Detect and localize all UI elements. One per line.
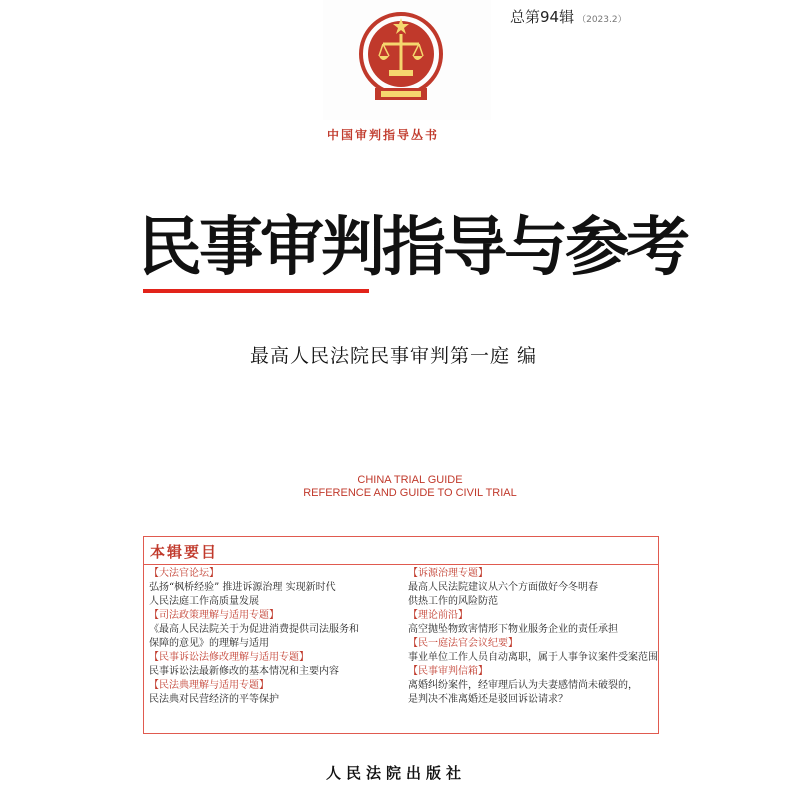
toc-item: 是判决不准离婚还是驳回诉讼请求？ (408, 694, 568, 705)
series-name: 中国审判指导丛书 (327, 128, 440, 142)
toc-section: 【司法政策理解与适用专题】 (149, 610, 279, 621)
toc-item: 离婚纠纷案件，经审理后认为夫妻感情尚未破裂的， (408, 680, 638, 691)
english-title-line-1: CHINA TRIAL GUIDE (357, 474, 463, 486)
toc-section: 【民一庭法官会议纪要】 (408, 638, 518, 649)
issue-date: （2023.2） (577, 15, 627, 25)
contents-heading: 本辑要目 (150, 543, 219, 561)
toc-item: 保障的意见》的理解与适用 (149, 638, 269, 649)
contents-right-column (408, 567, 658, 707)
toc-section: 【大法官论坛】 (149, 568, 219, 579)
toc-section: 【民法典理解与适用专题】 (149, 680, 269, 691)
toc-item: 《最高人民法院关于为促进消费提供司法服务和 (149, 624, 359, 635)
toc-section: 【诉源治理专题】 (408, 568, 488, 579)
publisher-name: 人民法院出版社 (326, 764, 467, 782)
toc-item: 最高人民法院建议从六个方面做好今冬明春 (408, 582, 598, 593)
toc-section: 【理论前沿】 (408, 610, 468, 621)
english-title-line-2: REFERENCE AND GUIDE TO CIVIL TRIAL (303, 487, 517, 499)
toc-item: 人民法庭工作高质量发展 (149, 596, 259, 607)
editor-line: 最高人民法院民事审判第一庭 编 (250, 345, 538, 367)
issue-label: 总第94辑 (510, 8, 575, 26)
toc-item: 事业单位工作人员自动离职，属于人事争议案件受案范围 (408, 652, 658, 663)
contents-left-column (149, 567, 404, 707)
toc-item: 民法典对民营经济的平等保护 (149, 694, 279, 705)
toc-item: 高空抛坠物致害情形下物业服务企业的责任承担 (408, 624, 618, 635)
book-title: 民事审判指导与参考 (138, 210, 687, 285)
issue-number (510, 6, 627, 27)
toc-item: 弘扬“枫桥经验” 推进诉源治理 实现新时代 (149, 582, 336, 593)
title-underline (143, 289, 369, 293)
toc-section: 【民事诉讼法修改理解与适用专题】 (149, 652, 309, 663)
toc-item: 民事诉讼法最新修改的基本情况和主要内容 (149, 666, 339, 677)
contents-header (144, 537, 658, 565)
contents-box (143, 536, 659, 734)
court-emblem-icon (355, 8, 447, 106)
toc-item: 供热工作的风险防范 (408, 596, 498, 607)
toc-section: 【民事审判信箱】 (408, 666, 488, 677)
